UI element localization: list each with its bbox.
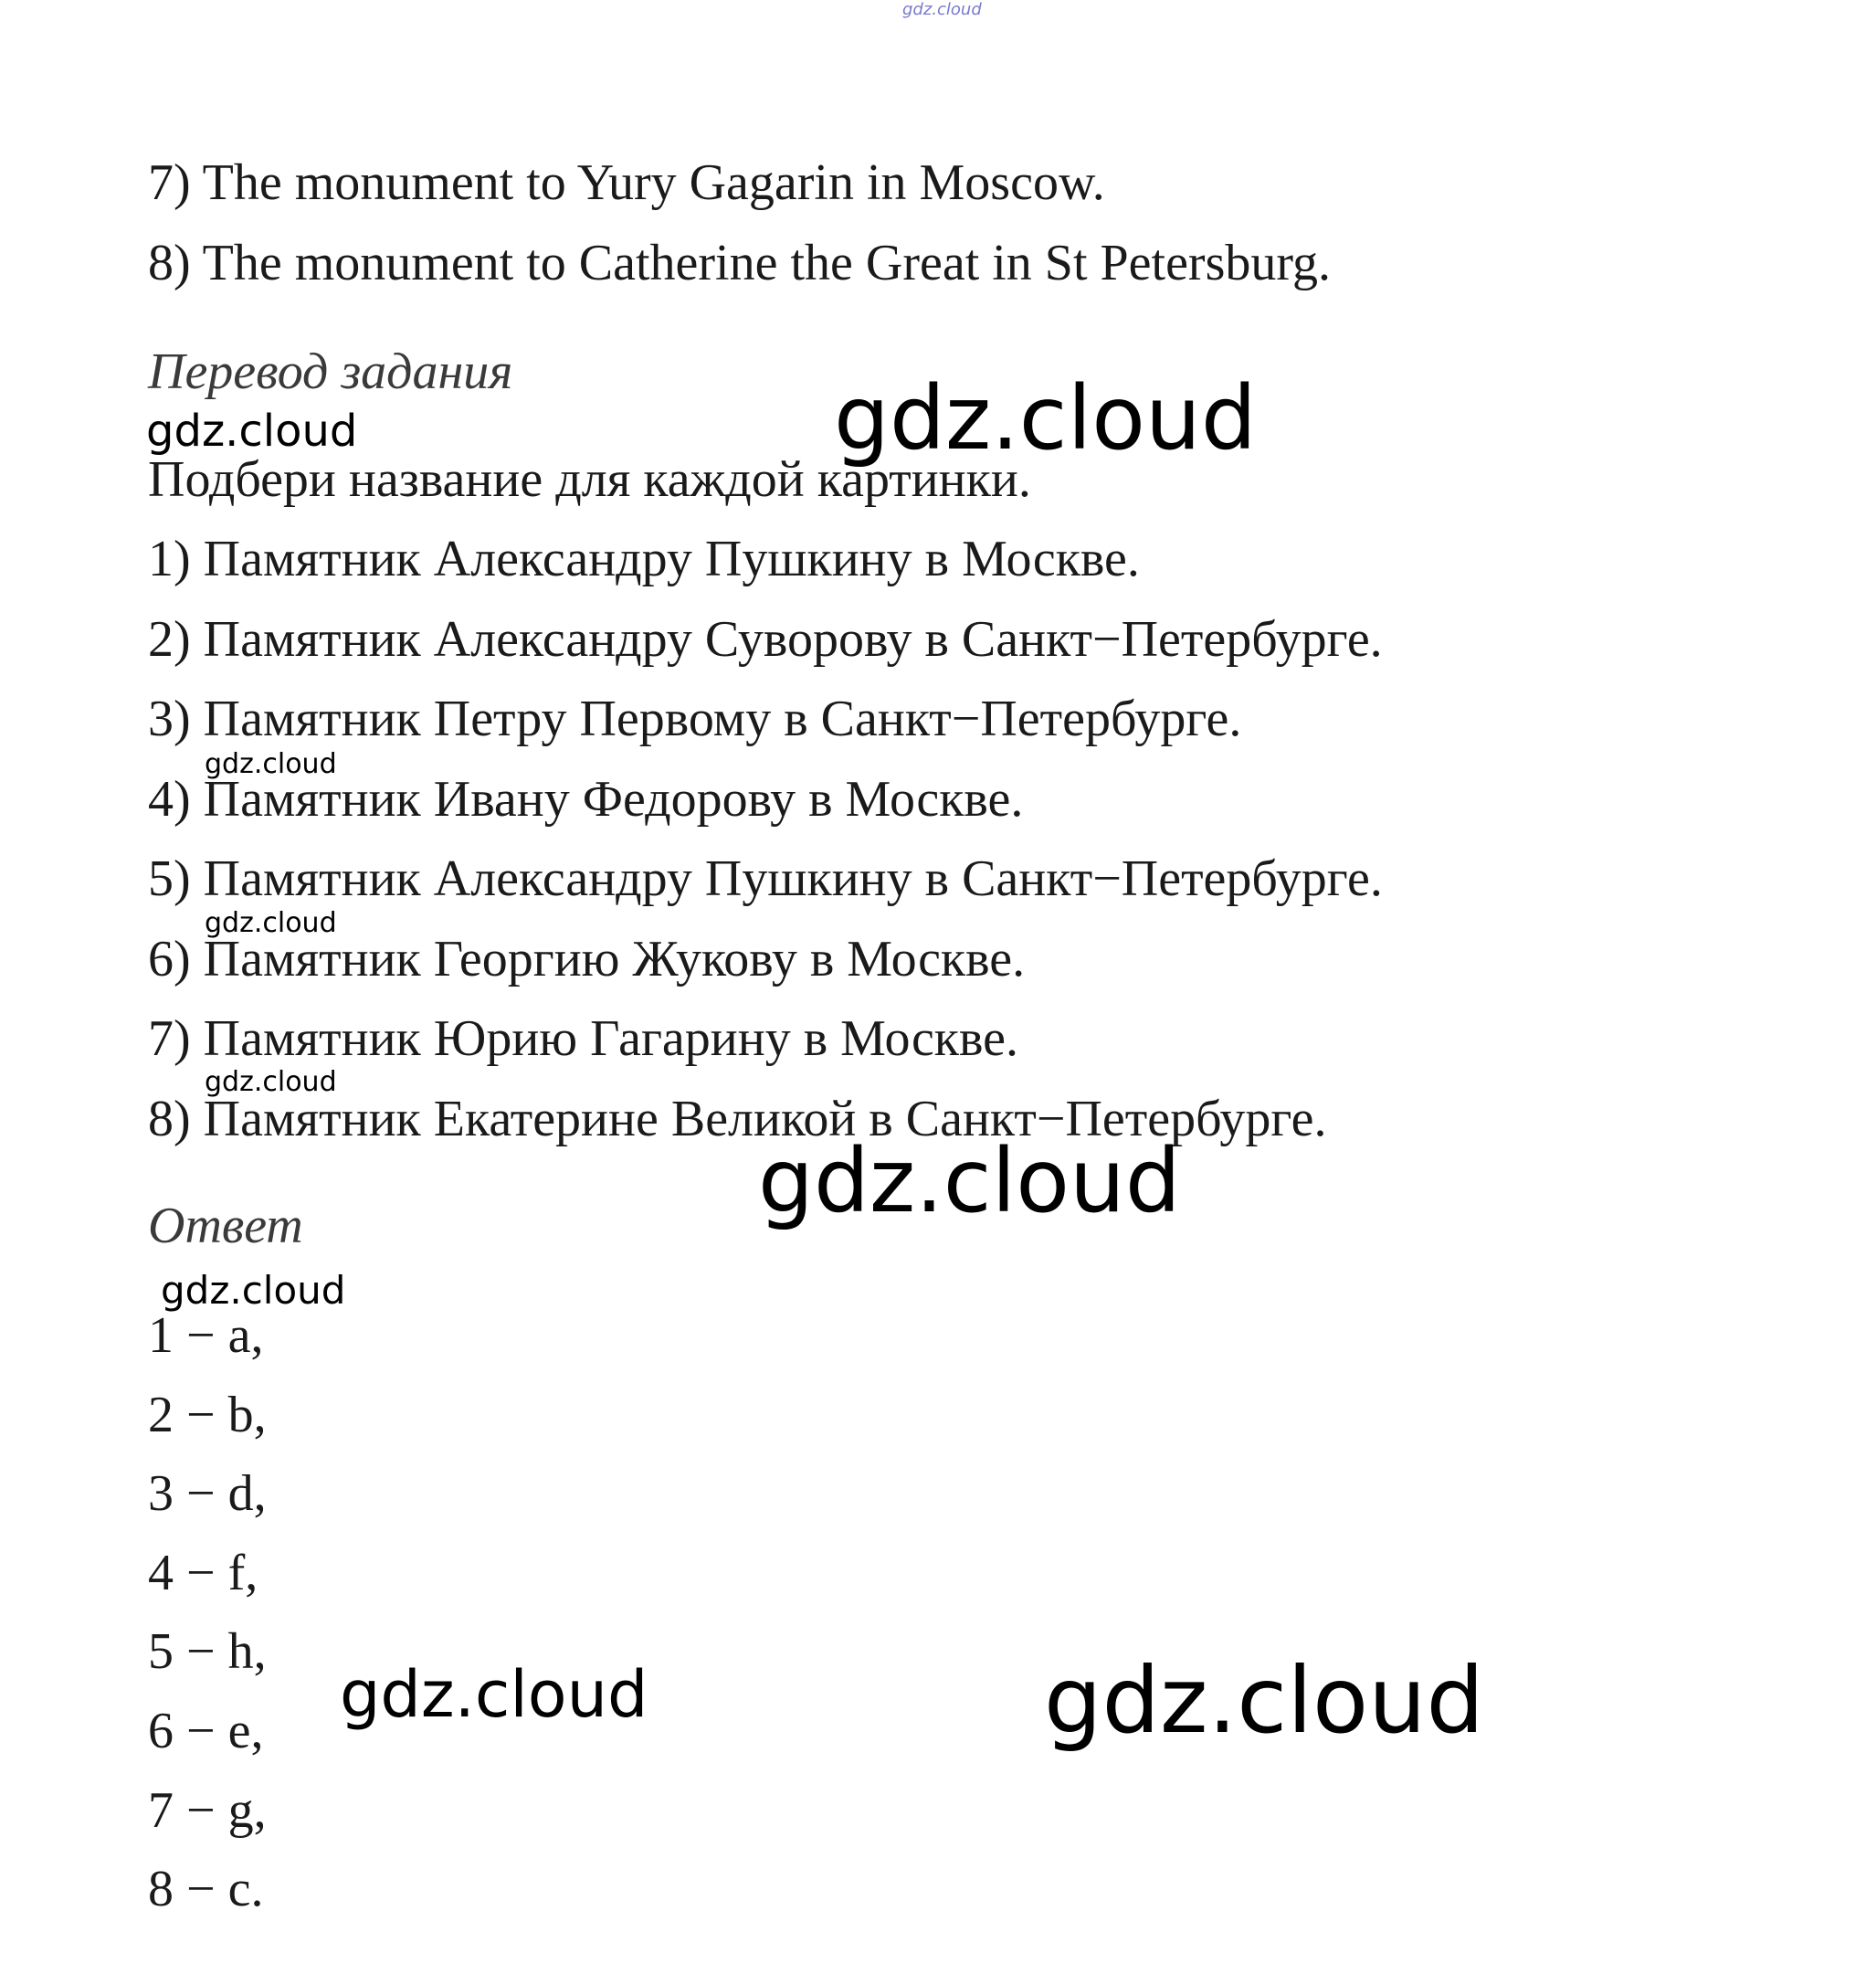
watermark-medium: gdz.cloud [146, 406, 358, 457]
translation-item-4: 4) Памятник Ивану Федорову в Москве. [148, 771, 1024, 828]
translation-heading: Перевод задания [148, 343, 513, 400]
translation-item-1: 1) Памятник Александру Пушкину в Москве. [148, 531, 1140, 587]
translation-item-3: 3) Памятник Петру Первому в Санкт−Петербурге. [148, 691, 1242, 747]
top-watermark: gdz.cloud [902, 0, 982, 19]
answer-item-3: 3 − d, [148, 1465, 267, 1522]
answer-heading: Ответ [148, 1198, 303, 1254]
watermark-medium: gdz.cloud [161, 1268, 346, 1313]
answer-item-2: 2 − b, [148, 1387, 267, 1443]
watermark-large: gdz.cloud [834, 367, 1257, 470]
watermark-small: gdz.cloud [205, 1066, 337, 1098]
watermark-small: gdz.cloud [205, 748, 337, 780]
watermark-large: gdz.cloud [758, 1130, 1181, 1232]
translation-item-8: 8) Памятник Екатерине Великой в Санкт−Петербурге. [148, 1091, 1327, 1147]
english-item-7: 7) The monument to Yury Gagarin in Moscow. [148, 154, 1105, 211]
answer-item-6: 6 − e, [148, 1703, 264, 1759]
watermark-small: gdz.cloud [205, 907, 337, 939]
watermark-large: gdz.cloud [340, 1657, 648, 1732]
answer-item-7: 7 − g, [148, 1782, 267, 1839]
translation-item-2: 2) Памятник Александру Суворову в Санкт−Петербурге. [148, 611, 1383, 668]
answer-item-8: 8 − c. [148, 1861, 264, 1917]
answer-item-5: 5 − h, [148, 1623, 267, 1680]
translation-item-7: 7) Памятник Юрию Гагарину в Москве. [148, 1010, 1018, 1067]
answer-item-4: 4 − f, [148, 1545, 258, 1601]
translation-item-5: 5) Памятник Александру Пушкину в Санкт−Петербурге. [148, 850, 1383, 907]
english-item-8: 8) The monument to Catherine the Great in St Petersburg. [148, 235, 1331, 291]
watermark-large: gdz.cloud [1044, 1647, 1485, 1754]
translation-item-6: 6) Памятник Георгию Жукову в Москве. [148, 931, 1026, 987]
answer-item-1: 1 − a, [148, 1307, 264, 1364]
translation-instruction: Подбери название для каждой картинки. [148, 451, 1031, 508]
